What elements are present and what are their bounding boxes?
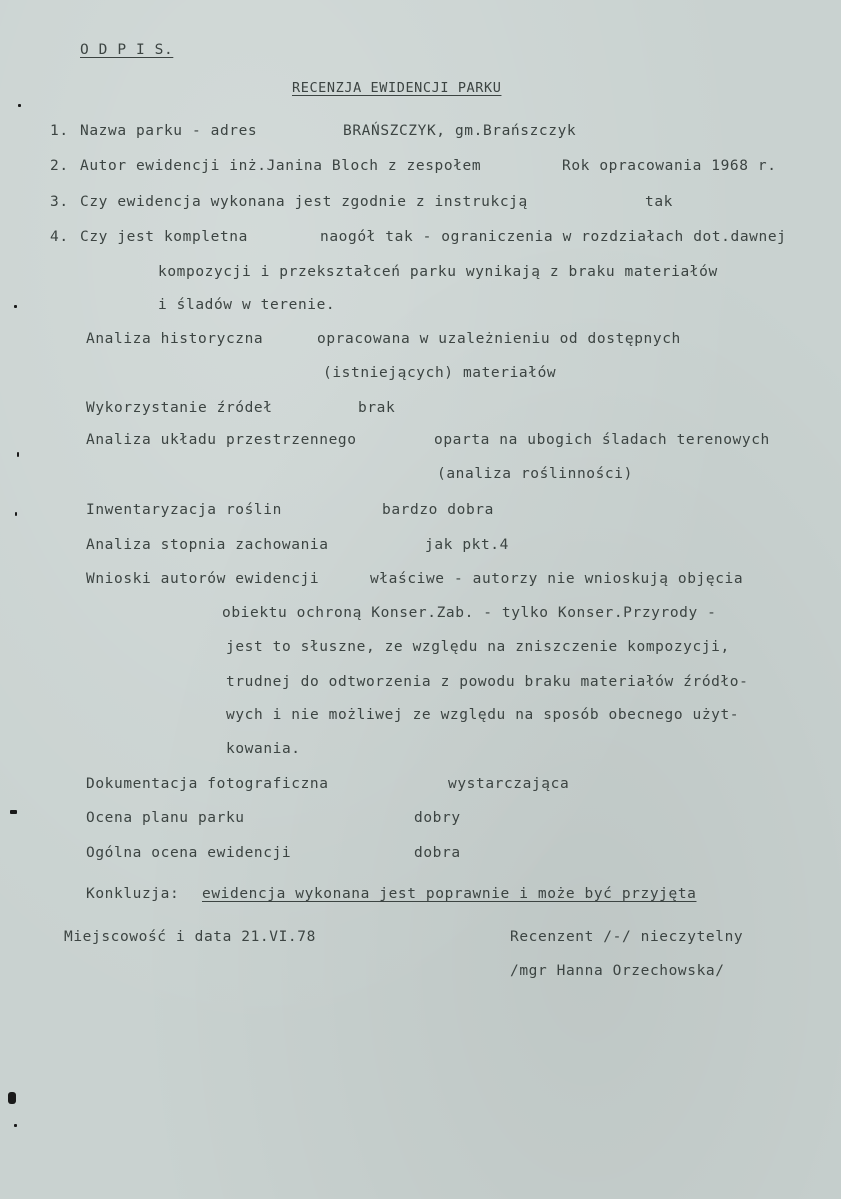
item-label: Czy ewidencja wykonana jest zgodnie z instrukcją <box>80 194 528 210</box>
section-label-sources: Wykorzystanie źródeł <box>86 400 273 416</box>
section-label-plan: Ocena planu parku <box>86 810 245 826</box>
section-value: bardzo dobra <box>382 502 494 518</box>
margin-mark <box>18 104 21 107</box>
conclusion-label: Konkluzja: <box>86 886 180 902</box>
conclusion-value: ewidencja wykonana jest poprawnie i może być przyjęta <box>202 886 697 902</box>
reviewer: Recenzent /-/ nieczytelny <box>510 929 744 945</box>
margin-mark <box>14 1124 17 1127</box>
section-label-preservation: Analiza stopnia zachowania <box>86 537 329 553</box>
item-number: 3. <box>50 194 69 210</box>
section-value-line: jest to słuszne, ze względu na zniszczenie kompozycji, <box>226 639 730 655</box>
section-value: wystarczająca <box>448 776 570 792</box>
margin-mark <box>8 1092 16 1104</box>
item-value: Rok opracowania 1968 r. <box>562 158 777 174</box>
section-label-photos: Dokumentacja fotograficzna <box>86 776 329 792</box>
item-value: BRAŃSZCZYK, gm.Brańszczyk <box>343 123 577 139</box>
item-number: 4. <box>50 229 69 245</box>
section-value-line: opracowana w uzależnieniu od dostępnych <box>317 331 681 347</box>
reviewer-name: /mgr Hanna Orzechowska/ <box>510 963 725 979</box>
item-label: Czy jest kompletna <box>80 229 248 245</box>
item-value-line: i śladów w terenie. <box>158 297 336 313</box>
margin-mark <box>10 810 17 814</box>
section-value-line: oparta na ubogich śladach terenowych <box>434 432 770 448</box>
section-value-line: obiektu ochroną Konser.Zab. - tylko Konser.Przyrody - <box>222 605 717 621</box>
section-value: brak <box>358 400 396 416</box>
section-value: jak pkt.4 <box>425 537 509 553</box>
item-number: 2. <box>50 158 69 174</box>
section-value: dobra <box>414 845 461 861</box>
section-value-line: wych i nie możliwej ze względu na sposób obecnego użyt- <box>226 707 740 723</box>
margin-mark <box>15 512 17 516</box>
section-value: dobry <box>414 810 461 826</box>
margin-mark <box>14 305 17 308</box>
section-label-historical: Analiza historyczna <box>86 331 264 347</box>
item-value-line: naogół tak - ograniczenia w rozdziałach dot.dawnej <box>320 229 787 245</box>
section-value-line: kowania. <box>226 741 301 757</box>
section-value-line: (analiza roślinności) <box>437 466 633 482</box>
section-value-line: właściwe - autorzy nie wnioskują objęcia <box>370 571 744 587</box>
item-value-line: kompozycji i przekształceń parku wynikają z braku materiałów <box>158 264 718 280</box>
odpis-label: O D P I S. <box>80 42 174 58</box>
item-label: Autor ewidencji inż.Janina Bloch z zespołem <box>80 158 482 174</box>
section-label-overall: Ogólna ocena ewidencji <box>86 845 292 861</box>
section-value-line: trudnej do odtworzenia z powodu braku materiałów źródło- <box>226 674 749 690</box>
item-value: tak <box>645 194 673 210</box>
section-label-inventory: Inwentaryzacja roślin <box>86 502 282 518</box>
place-and-date: Miejscowość i data 21.VI.78 <box>64 929 316 945</box>
section-value-line: (istniejących) materiałów <box>323 365 557 381</box>
item-number: 1. <box>50 123 69 139</box>
section-label-layout: Analiza układu przestrzennego <box>86 432 357 448</box>
document-title: RECENZJA EWIDENCJI PARKU <box>292 80 502 96</box>
item-label: Nazwa parku - adres <box>80 123 258 139</box>
section-label-conclusions: Wnioski autorów ewidencji <box>86 571 320 587</box>
margin-mark <box>17 452 19 457</box>
